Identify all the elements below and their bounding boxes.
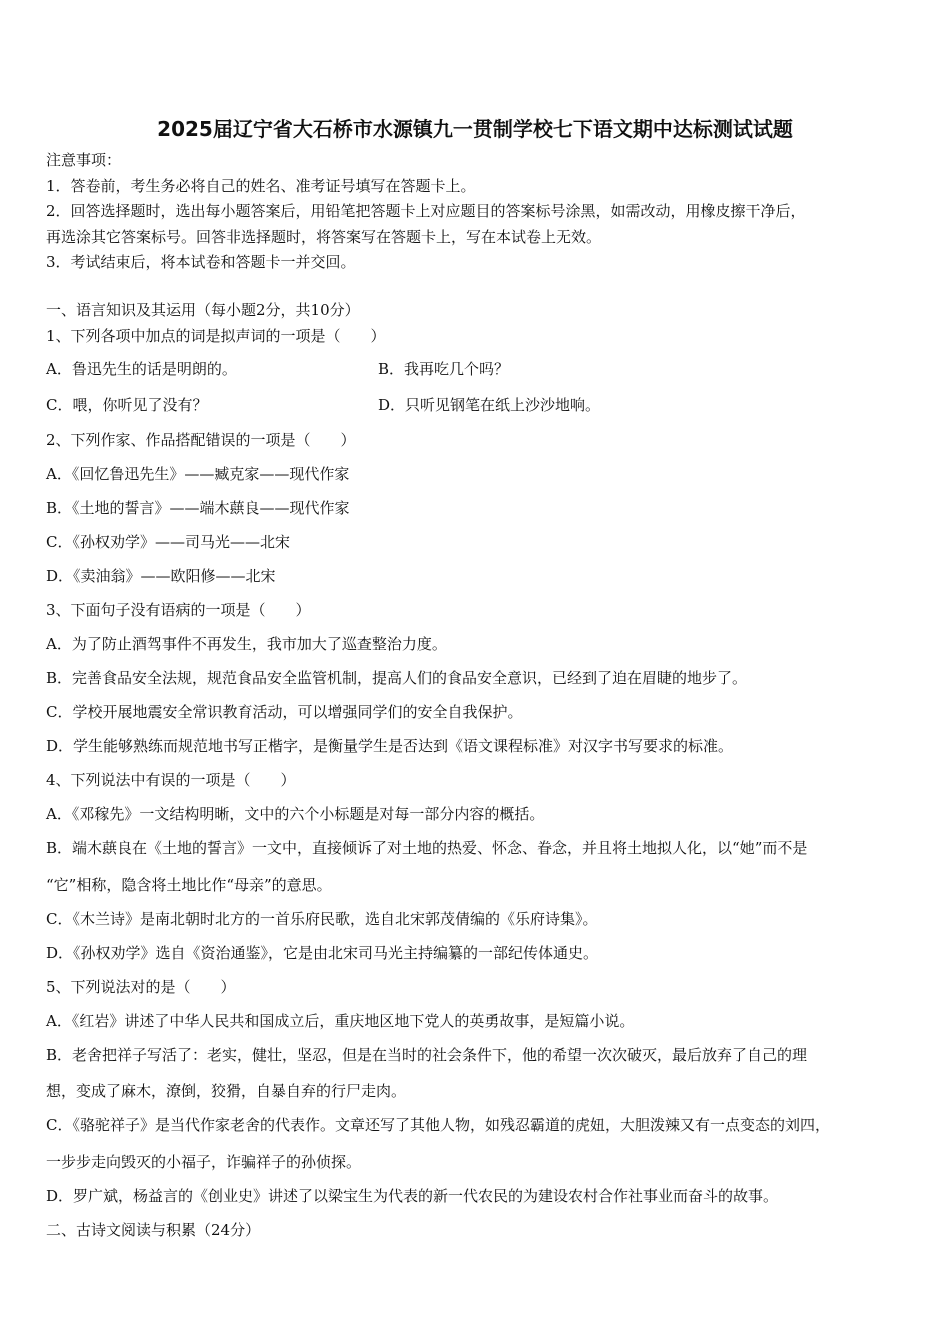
option-d: D．《孙权劝学》选自《资治通鉴》，它是由北宋司马光主持编纂的一部纪传体通史。 — [46, 944, 599, 962]
option-a: A．《红岩》讲述了中华人民共和国成立后，重庆地区地下党人的英勇故事，是短篇小说。 — [46, 1012, 635, 1030]
section-2-heading: 二、古诗文阅读与积累（24分） — [46, 1221, 261, 1239]
option-b: B．我再吃几个吗？ — [378, 360, 510, 378]
option-b-continued: 想，变成了麻木，潦倒，狡猾，自暴自弃的行尸走肉。 — [46, 1082, 407, 1100]
option-d: D．只听见钢笔在纸上沙沙地响。 — [378, 396, 601, 414]
option-b: B．完善食品安全法规，规范食品安全监管机制，提高人们的食品安全意识，已经到了迫在眉睫的地步了。 — [46, 669, 748, 687]
option-a: A．鲁迅先生的话是明朗的。 — [46, 360, 237, 378]
option-a: A．《邓稼先》一文结构明晰，文中的六个小标题是对每一部分内容的概括。 — [46, 805, 545, 823]
option-c: C．《骆驼祥子》是当代作家老舍的代表作。文章还写了其他人物，如残忍霸道的虎妞，大胆泼辣又有一点变态的刘四， — [46, 1116, 830, 1134]
option-d: D．罗广斌，杨益言的《创业史》讲述了以梁宝生为代表的新一代农民的为建设农村合作社事业而奋斗的故事。 — [46, 1187, 779, 1205]
notice-heading: 注意事项： — [46, 151, 122, 169]
option-c: C．《孙权劝学》——司马光——北宋 — [46, 533, 290, 551]
option-b: B．老舍把祥子写活了：老实，健壮，坚忍，但是在当时的社会条件下，他的希望一次次破灭，最后放弃了自己的理 — [46, 1046, 808, 1064]
notice-item-1: 1．答卷前，考生务必将自己的姓名、准考证号填写在答题卡上。 — [46, 177, 476, 195]
option-c: C．学校开展地震安全常识教育活动，可以增强同学们的安全自我保护。 — [46, 703, 523, 721]
notice-item-2a: 2．回答选择题时，选出每小题答案后，用铅笔把答题卡上对应题目的答案标号涂黑，如需改动，用橡皮擦干净后， — [46, 202, 806, 220]
option-b: B．端木蕻良在《土地的誓言》一文中，直接倾诉了对土地的热爱、怀念、眷念，并且将土地拟人化，以“她”而不是 — [46, 839, 808, 857]
notice-item-2b: 再选涂其它答案标号。回答非选择题时，将答案写在答题卡上，写在本试卷上无效。 — [46, 228, 602, 246]
section-1-heading: 一、语言知识及其运用（每小题2分，共10分） — [46, 301, 360, 319]
option-b: B．《土地的誓言》——端木蕻良——现代作家 — [46, 499, 350, 517]
option-a: A．为了防止酒驾事件不再发生，我市加大了巡查整治力度。 — [46, 635, 447, 653]
option-d: D．学生能够熟练而规范地书写正楷字，是衡量学生是否达到《语文课程标准》对汉字书写要求的标准。 — [46, 737, 734, 755]
option-c: C．《木兰诗》是南北朝时北方的一首乐府民歌，选自北宋郭茂倩编的《乐府诗集》。 — [46, 910, 598, 928]
question-stem: 5、下列说法对的是（ ） — [46, 978, 236, 996]
question-stem: 4、下列说法中有误的一项是（ ） — [46, 771, 296, 789]
question-stem: 2、下列作家、作品搭配错误的一项是（ ） — [46, 431, 356, 449]
option-a: A．《回忆鲁迅先生》——臧克家——现代作家 — [46, 465, 350, 483]
page-title: 2025届辽宁省大石桥市水源镇九一贯制学校七下语文期中达标测试试题 — [157, 117, 793, 141]
question-stem: 3、下面句子没有语病的一项是（ ） — [46, 601, 311, 619]
notice-item-3: 3．考试结束后，将本试卷和答题卡一并交回。 — [46, 253, 356, 271]
option-b-continued: “它”相称，隐含将土地比作“母亲”的意思。 — [46, 876, 332, 894]
option-c-continued: 一步步走向毁灭的小福子，诈骗祥子的孙侦探。 — [46, 1153, 362, 1171]
option-d: D．《卖油翁》——欧阳修——北宋 — [46, 567, 276, 585]
option-c: C．喂，你听见了没有？ — [46, 396, 208, 414]
question-stem: 1、下列各项中加点的词是拟声词的一项是（ ） — [46, 327, 386, 345]
